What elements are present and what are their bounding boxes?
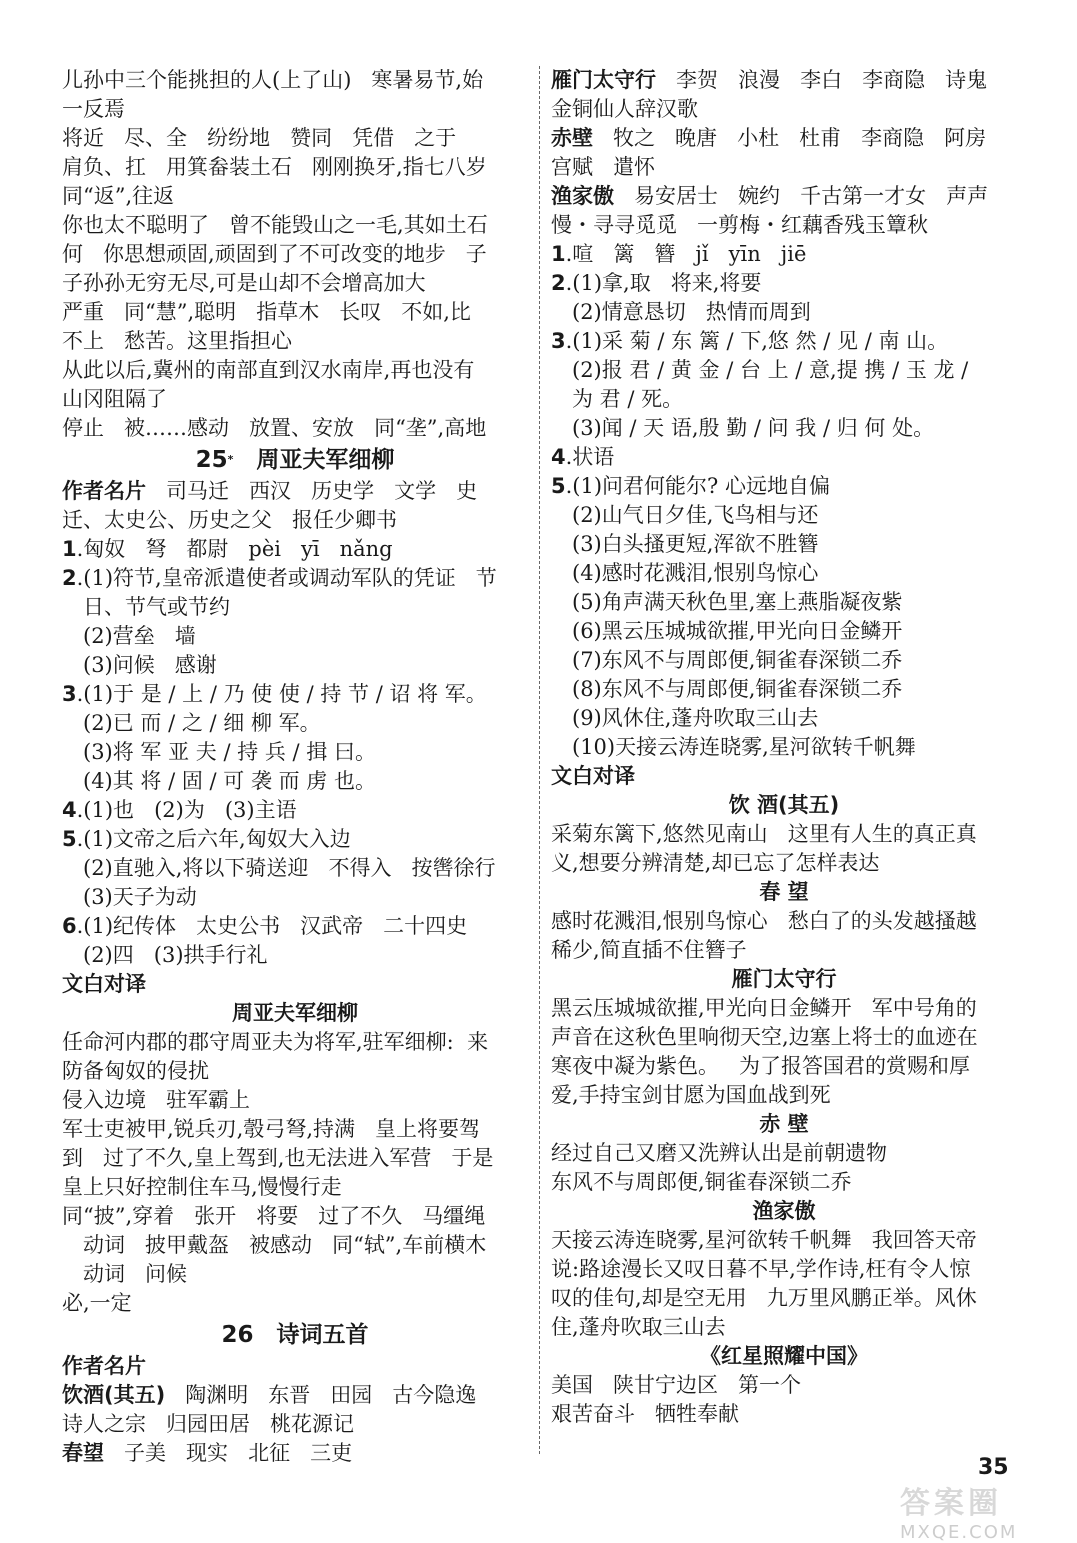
line-label: 作者名片 (62, 479, 146, 503)
line-label: 文白对译 (62, 972, 146, 996)
line-text: 艰苦奋斗 牺牲奉献 (551, 1402, 740, 1426)
text-line (62, 385, 528, 414)
line-text: (8)东风不与周郎便,铜雀春深锁二乔 (572, 677, 903, 701)
line-label: 4 (551, 445, 566, 469)
text-line (551, 936, 1017, 965)
line-text: (3)问候 感谢 (83, 653, 217, 677)
text-line (62, 95, 528, 124)
text-line (62, 593, 528, 622)
text-line (62, 883, 528, 912)
line-label: 赤壁 (551, 126, 593, 150)
text-line (551, 1052, 1017, 1081)
line-label: 雁门太守行 (551, 68, 656, 92)
text-line (551, 1081, 1017, 1110)
line-text: (9)风休住,蓬舟吹取三山去 (572, 706, 819, 730)
text-line (551, 762, 1017, 791)
text-line (551, 675, 1017, 704)
text-line (62, 709, 528, 738)
line-text: 任命河内郡的郡守周亚夫为将军,驻军细柳: 来 (62, 1030, 489, 1054)
line-text: 日、节气或节约 (83, 595, 230, 619)
text-line (62, 1028, 528, 1057)
watermark-logo: 答案圈 (900, 1486, 1002, 1521)
line-text: (5)角声满天秋色里,塞上燕脂凝夜紫 (572, 590, 903, 614)
line-text: 必,一定 (62, 1291, 132, 1315)
line-text: 声音在这秋色里响彻天空,边塞上将士的血迹在 (551, 1025, 978, 1049)
line-label: 3 (551, 329, 566, 353)
line-text: 黑云压城城欲摧,甲光向日金鳞开 军中号角的 (551, 996, 977, 1020)
text-line (551, 1139, 1017, 1168)
line-label: 5 (62, 827, 77, 851)
text-line (551, 1226, 1017, 1255)
line-text: 子孙孙无穷无尽,可是山却不会增高加大 (62, 271, 426, 295)
text-line (62, 1144, 528, 1173)
line-label: 6 (62, 914, 77, 938)
text-line (551, 356, 1017, 385)
text-line (62, 825, 528, 854)
line-text: .(1)采 菊 / 东 篱 / 下,悠 然 / 见 / 南 山。 (565, 329, 949, 353)
text-line (62, 1352, 528, 1381)
section-subtitle: 赤 壁 (759, 1112, 809, 1136)
text-line (551, 704, 1017, 733)
line-text: 陶渊明 东晋 田园 古今隐逸 (165, 1383, 477, 1407)
line-text: (4)感时花溅泪,恨别鸟惊心 (572, 561, 819, 585)
text-line (62, 1115, 528, 1144)
line-text: 皇上只好控制住车马,慢慢行走 (62, 1175, 342, 1199)
line-text: .(1)符节,皇帝派遣使者或调动军队的凭证 节 (76, 566, 497, 590)
text-line (551, 385, 1017, 414)
line-text: .喧 篱 簪 jǐ yīn jiē (565, 242, 807, 266)
section-subtitle: 《红星照耀中国》 (700, 1344, 868, 1368)
line-text: .(1)于 是 / 上 / 乃 使 使 / 持 节 / 诏 将 军。 (76, 682, 487, 706)
line-text: 慢・寻寻觅觅 一剪梅・红藕香残玉簟秋 (551, 213, 929, 237)
text-line (551, 66, 1017, 95)
line-text: (3)将 军 亚 夫 / 持 兵 / 揖 曰。 (83, 740, 376, 764)
line-text: 爱,手持宝剑甘愿为国血战到死 (551, 1083, 831, 1107)
line-text: (10)天接云涛连晓雾,星河欲转千帆舞 (572, 735, 916, 759)
line-text: 山冈阻隔了 (62, 387, 167, 411)
lesson-star: * (227, 453, 234, 466)
line-text: (2)营垒 墙 (83, 624, 196, 648)
line-text: 采菊东篱下,悠然见南山 这里有人生的真正真 (551, 822, 977, 846)
text-line (62, 1057, 528, 1086)
lesson-name: 诗词五首 (276, 1322, 369, 1348)
line-text: 动词 问候 (83, 1262, 188, 1286)
line-text: 从此以后,冀州的南部直到汉水南岸,再也没有 (62, 358, 475, 382)
text-line (62, 66, 528, 95)
text-line (551, 530, 1017, 559)
text-line (551, 414, 1017, 443)
section-subtitle: 周亚夫军细柳 (232, 1001, 358, 1025)
text-line (62, 124, 528, 153)
line-text: 一反焉 (62, 97, 125, 121)
line-text: (2)情意恳切 热情而周到 (572, 300, 811, 324)
line-text: (2)四 (3)拱手行礼 (83, 943, 268, 967)
text-line (551, 1400, 1017, 1429)
text-line (551, 501, 1017, 530)
line-text: 动词 披甲戴盔 被感动 同“轼”,车前横木 (83, 1233, 487, 1257)
line-text: (2)报 君 / 黄 金 / 台 上 / 意,提 携 / 玉 龙 / (572, 358, 969, 382)
text-line (62, 506, 528, 535)
line-text: 严重 同“慧”,聪明 指草木 长叹 不如,比 (62, 300, 471, 324)
line-text: (3)天子为动 (83, 885, 197, 909)
line-text: 稀少,简直插不住簪子 (551, 938, 747, 962)
text-line (62, 1231, 528, 1260)
line-text: (7)东风不与周郎便,铜雀春深锁二乔 (572, 648, 903, 672)
line-label: 4 (62, 798, 77, 822)
text-line (62, 796, 528, 825)
line-label: 作者名片 (62, 1354, 146, 1378)
line-text: 美国 陕甘宁边区 第一个 (551, 1373, 802, 1397)
text-line (62, 767, 528, 796)
text-line (551, 95, 1017, 124)
text-line (62, 1202, 528, 1231)
line-text: 说:路途漫长又叹日暮不早,学作诗,枉有令人惊 (551, 1257, 971, 1281)
line-label: 3 (62, 682, 77, 706)
text-line (62, 240, 528, 269)
text-line (62, 738, 528, 767)
line-text: 军士吏被甲,锐兵刃,彀弓弩,持满 皇上将要驾 (62, 1117, 481, 1141)
column-divider (539, 66, 540, 1454)
right-column (551, 66, 1017, 1429)
line-text: 李贺 浪漫 李白 李商隐 诗鬼 (656, 68, 988, 92)
text-line (551, 849, 1017, 878)
line-text: .(1)也 (2)为 (3)主语 (76, 798, 297, 822)
line-label: 1 (62, 537, 77, 561)
line-text: 子美 现实 北征 三吏 (104, 1441, 353, 1465)
line-text: 东风不与周郎便,铜雀春深锁二乔 (551, 1170, 852, 1194)
text-line (62, 564, 528, 593)
line-text: 将近 尽、全 纷纷地 赞同 凭借 之于 (62, 126, 457, 150)
left-column (62, 66, 528, 1468)
text-line (62, 1439, 528, 1468)
line-text: 侵入边境 驻军霸上 (62, 1088, 251, 1112)
line-text: 同“返”,往返 (62, 184, 175, 208)
line-text: .(1)问君何能尔? 心远地自偏 (565, 474, 830, 498)
text-line (551, 1284, 1017, 1313)
text-line (62, 1260, 528, 1289)
text-line (551, 1313, 1017, 1342)
line-label: 饮酒(其五) (62, 1383, 166, 1407)
line-text: .(1)拿,取 将来,将要 (565, 271, 762, 295)
section-subtitle: 渔家傲 (752, 1199, 816, 1223)
text-line (62, 970, 528, 999)
line-text: 肩负、扛 用箕畚装土石 刚刚换牙,指七八岁 (62, 155, 487, 179)
text-line (551, 269, 1017, 298)
section-subtitle: 雁门太守行 (731, 967, 837, 991)
watermark-url: MXQE.COM (900, 1522, 1018, 1543)
text-line (62, 912, 528, 941)
line-text: 叹的佳句,却是空无用 九万里风鹏正举。风休 (551, 1286, 977, 1310)
text-line (551, 443, 1017, 472)
text-line (62, 327, 528, 356)
text-line (62, 535, 528, 564)
text-line (62, 269, 528, 298)
text-line (62, 622, 528, 651)
lesson-name: 周亚夫军细柳 (256, 447, 395, 473)
text-line (551, 182, 1017, 211)
text-line (551, 240, 1017, 269)
text-line (62, 356, 528, 385)
section-subtitle: 春 望 (759, 880, 809, 904)
line-text: 易安居士 婉约 千古第一才女 声声 (614, 184, 989, 208)
line-text: 金铜仙人辞汉歌 (551, 97, 698, 121)
line-text: .匈奴 弩 都尉 pèi yī nǎng (76, 537, 393, 561)
text-line (551, 820, 1017, 849)
line-text: (2)已 而 / 之 / 细 柳 军。 (83, 711, 321, 735)
text-line (62, 1381, 528, 1410)
text-line (551, 211, 1017, 240)
line-text: 不上 愁苦。这里指担心 (62, 329, 293, 353)
text-line (62, 1086, 528, 1115)
text-line (551, 1255, 1017, 1284)
line-text: 迁、太史公、历史之父 报任少卿书 (62, 508, 398, 532)
lesson-number: 26 (221, 1322, 254, 1348)
text-line (551, 124, 1017, 153)
line-text: 到 过了不久,皇上驾到,也无法进入军营 于是 (62, 1146, 494, 1170)
text-line (551, 733, 1017, 762)
line-label: 1 (551, 242, 566, 266)
line-label: 春望 (62, 1441, 104, 1465)
line-text: 你也太不聪明了 曾不能毁山之一毛,其如土石 (62, 213, 488, 237)
line-text: (2)直驰入,将以下骑送迎 不得入 按辔徐行 (83, 856, 496, 880)
lesson-number: 25 (195, 447, 228, 473)
line-text: 住,蓬舟吹取三山去 (551, 1315, 726, 1339)
line-label: 2 (551, 271, 566, 295)
line-text: (3)白头搔更短,浑欲不胜簪 (572, 532, 819, 556)
text-line (62, 1410, 528, 1439)
text-line (62, 153, 528, 182)
line-text: 儿孙中三个能挑担的人(上了山) 寒暑易节,始 (62, 68, 484, 92)
text-line (62, 211, 528, 240)
line-text: 寒夜中凝为紫色。 为了报答国君的赏赐和厚 (551, 1054, 971, 1078)
line-text: 宫赋 遣怀 (551, 155, 656, 179)
text-line (62, 1173, 528, 1202)
line-text: .状语 (565, 445, 615, 469)
line-text: 天接云涛连晓雾,星河欲转千帆舞 我回答天帝 (551, 1228, 977, 1252)
text-line (62, 941, 528, 970)
text-line (62, 182, 528, 211)
line-text: .(1)文帝之后六年,匈奴大入边 (76, 827, 351, 851)
lesson-title (62, 443, 528, 477)
text-line (551, 1371, 1017, 1400)
watermark (900, 1478, 1050, 1543)
line-text: (2)山气日夕佳,飞鸟相与还 (572, 503, 819, 527)
line-text: 同“披”,穿着 张开 将要 过了不久 马缰绳 (62, 1204, 486, 1228)
page-number: 35 (978, 1455, 1009, 1480)
line-label: 2 (62, 566, 77, 590)
line-text: (6)黑云压城城欲摧,甲光向日金鳞开 (572, 619, 903, 643)
text-line (551, 994, 1017, 1023)
line-text: 何 你思想顽固,顽固到了不可改变的地步 子 (62, 242, 487, 266)
line-text: (3)闻 / 天 语,殷 勤 / 问 我 / 归 何 处。 (572, 416, 935, 440)
text-line (551, 617, 1017, 646)
text-line (551, 1168, 1017, 1197)
text-line (62, 414, 528, 443)
text-line (62, 680, 528, 709)
line-text: 义,想要分辨清楚,却已忘了怎样表达 (551, 851, 880, 875)
text-line (62, 298, 528, 327)
line-text: 经过自己又磨又洗辨认出是前朝遗物 (551, 1141, 887, 1165)
text-line (551, 588, 1017, 617)
text-line (551, 298, 1017, 327)
line-text: 防备匈奴的侵扰 (62, 1059, 209, 1083)
text-line (62, 854, 528, 883)
line-text: 停止 被……感动 放置、安放 同“垄”,高地 (62, 416, 487, 440)
text-line (551, 472, 1017, 501)
text-line (551, 327, 1017, 356)
text-line (62, 477, 528, 506)
line-label: 渔家傲 (551, 184, 614, 208)
line-text: 诗人之宗 归园田居 桃花源记 (62, 1412, 355, 1436)
line-label: 5 (551, 474, 566, 498)
line-label: 文白对译 (551, 764, 635, 788)
line-text: 为 君 / 死。 (572, 387, 684, 411)
line-text: 牧之 晚唐 小杜 杜甫 李商隐 阿房 (593, 126, 987, 150)
lesson-title (62, 1318, 528, 1352)
line-text: 感时花溅泪,恨别鸟惊心 愁白了的头发越搔越 (551, 909, 977, 933)
text-line (551, 153, 1017, 182)
section-subtitle: 饮 酒(其五) (728, 793, 840, 817)
text-line (62, 651, 528, 680)
text-line (551, 646, 1017, 675)
line-text: 司马迁 西汉 历史学 文学 史 (146, 479, 478, 503)
text-line (551, 559, 1017, 588)
line-text: (4)其 将 / 固 / 可 袭 而 虏 也。 (83, 769, 376, 793)
text-line (62, 1289, 528, 1318)
line-text: .(1)纪传体 太史公书 汉武帝 二十四史 (76, 914, 468, 938)
text-line (551, 1023, 1017, 1052)
text-line (551, 907, 1017, 936)
